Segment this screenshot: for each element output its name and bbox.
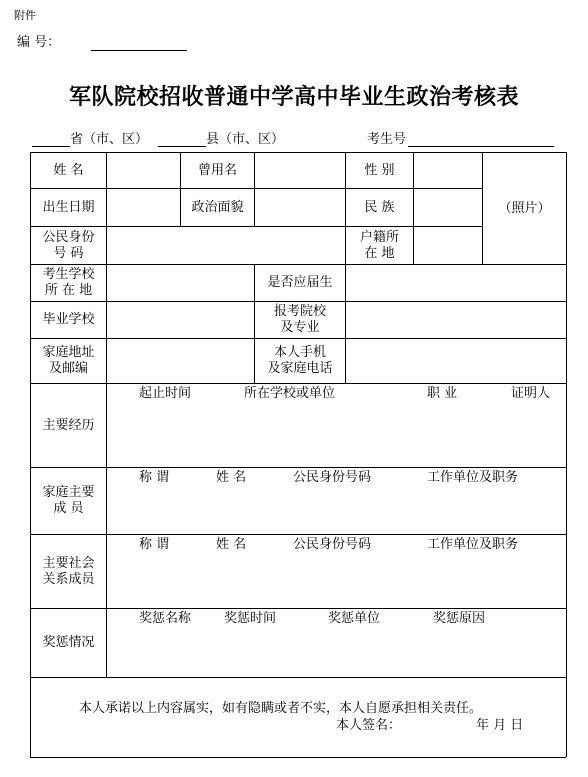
household-label-line1: 户籍所 [359, 229, 399, 245]
phone-label [255, 339, 345, 383]
social-label-line1: 主要社会 [42, 555, 95, 571]
gender-field[interactable] [414, 153, 482, 188]
grad-school-field[interactable] [107, 302, 254, 338]
address-label [31, 339, 106, 383]
ethnicity-field[interactable] [414, 189, 482, 226]
social-col-name: 姓 名 [216, 537, 247, 552]
former-name-label: 曾用名 [197, 162, 237, 178]
household-field[interactable] [414, 227, 482, 264]
birth-date-label: 出生日期 [42, 199, 95, 215]
family-col-id: 公民身份号码 [293, 470, 372, 485]
grad-school-label: 毕业学校 [42, 312, 95, 327]
apply-field[interactable] [346, 302, 566, 338]
experience-col-witness: 证明人 [511, 386, 551, 401]
experience-col-unit: 所在学校或单位 [244, 386, 336, 401]
gender-label: 性 别 [364, 162, 395, 178]
id-number-label-line2: 号 码 [53, 245, 84, 261]
address-label-line1: 家庭地址 [42, 345, 95, 360]
family-label-line2: 成 员 [53, 501, 84, 516]
household-label [346, 227, 413, 264]
exam-no-field[interactable] [408, 146, 554, 147]
signature-date: 年 月 日 [476, 718, 524, 733]
household-label-line2: 在 地 [364, 245, 395, 261]
family-area[interactable] [107, 468, 566, 534]
id-number-label [31, 227, 106, 264]
id-number-field[interactable] [107, 227, 345, 264]
province-label: 省（市、区） [70, 132, 149, 147]
form-title: 军队院校招收普通中学高中毕业生政治考核表 [68, 85, 519, 110]
experience-area[interactable] [107, 384, 566, 467]
social-col-relation: 称 谓 [139, 537, 170, 552]
political-status-label: 政治面貌 [191, 199, 244, 215]
social-area[interactable] [107, 535, 566, 608]
number-label: 编 号： [17, 35, 61, 50]
apply-label-line1: 报考院校 [273, 304, 326, 319]
political-status-field[interactable] [255, 189, 345, 226]
apply-label-line2: 及专业 [280, 320, 320, 335]
fresh-grad-field[interactable] [346, 265, 566, 301]
family-col-work: 工作单位及职务 [427, 470, 519, 485]
family-col-name: 姓 名 [216, 470, 247, 485]
county-label: 县（市、区） [206, 132, 285, 147]
exam-no-label: 考生号 [367, 132, 407, 147]
address-field[interactable] [107, 339, 254, 383]
social-label [31, 535, 106, 608]
family-label [31, 468, 106, 534]
pledge-text: 本人承诺以上内容属实，如有隐瞒或者不实，本人自愿承担相关责任。 [79, 701, 483, 716]
social-col-id: 公民身份号码 [293, 537, 372, 552]
awards-col-time: 奖惩时间 [224, 611, 277, 626]
experience-col-job: 职 业 [427, 386, 458, 401]
social-col-work: 工作单位及职务 [427, 537, 519, 552]
school-location-label [31, 265, 106, 301]
name-field[interactable] [107, 153, 180, 188]
address-label-line2: 及邮编 [48, 361, 88, 376]
name-label: 姓 名 [53, 162, 84, 178]
school-location-line2: 所 在 地 [44, 283, 93, 298]
province-field[interactable] [32, 146, 70, 147]
awards-col-unit: 奖惩单位 [328, 611, 381, 626]
awards-col-name: 奖惩名称 [139, 611, 192, 626]
number-field[interactable] [91, 50, 187, 51]
awards-area[interactable] [107, 609, 566, 677]
experience-col-period: 起止时间 [139, 386, 192, 401]
awards-label: 奖惩情况 [42, 635, 95, 650]
phone-field[interactable] [346, 339, 566, 383]
phone-label-line1: 本人手机 [273, 345, 326, 360]
family-col-relation: 称 谓 [139, 470, 170, 485]
attachment-label: 附件 [14, 9, 36, 22]
experience-label: 主要经历 [42, 417, 95, 433]
family-label-line1: 家庭主要 [42, 485, 95, 500]
id-number-label-line1: 公民身份 [42, 229, 95, 245]
birth-date-field[interactable] [107, 189, 180, 226]
social-label-line2: 关系成员 [42, 571, 95, 587]
school-location-line1: 考生学校 [42, 267, 95, 282]
ethnicity-label: 民 族 [364, 199, 395, 215]
awards-col-reason: 奖惩原因 [433, 611, 486, 626]
former-name-field[interactable] [255, 153, 345, 188]
phone-label-line2: 及家庭电话 [267, 361, 333, 376]
fresh-grad-label: 是否应届生 [267, 275, 333, 290]
signature-label: 本人签名： [336, 718, 402, 733]
county-field[interactable] [158, 146, 206, 147]
apply-label [255, 302, 345, 338]
school-location-field[interactable] [107, 265, 254, 301]
photo-area[interactable]: （照片） [498, 200, 551, 216]
